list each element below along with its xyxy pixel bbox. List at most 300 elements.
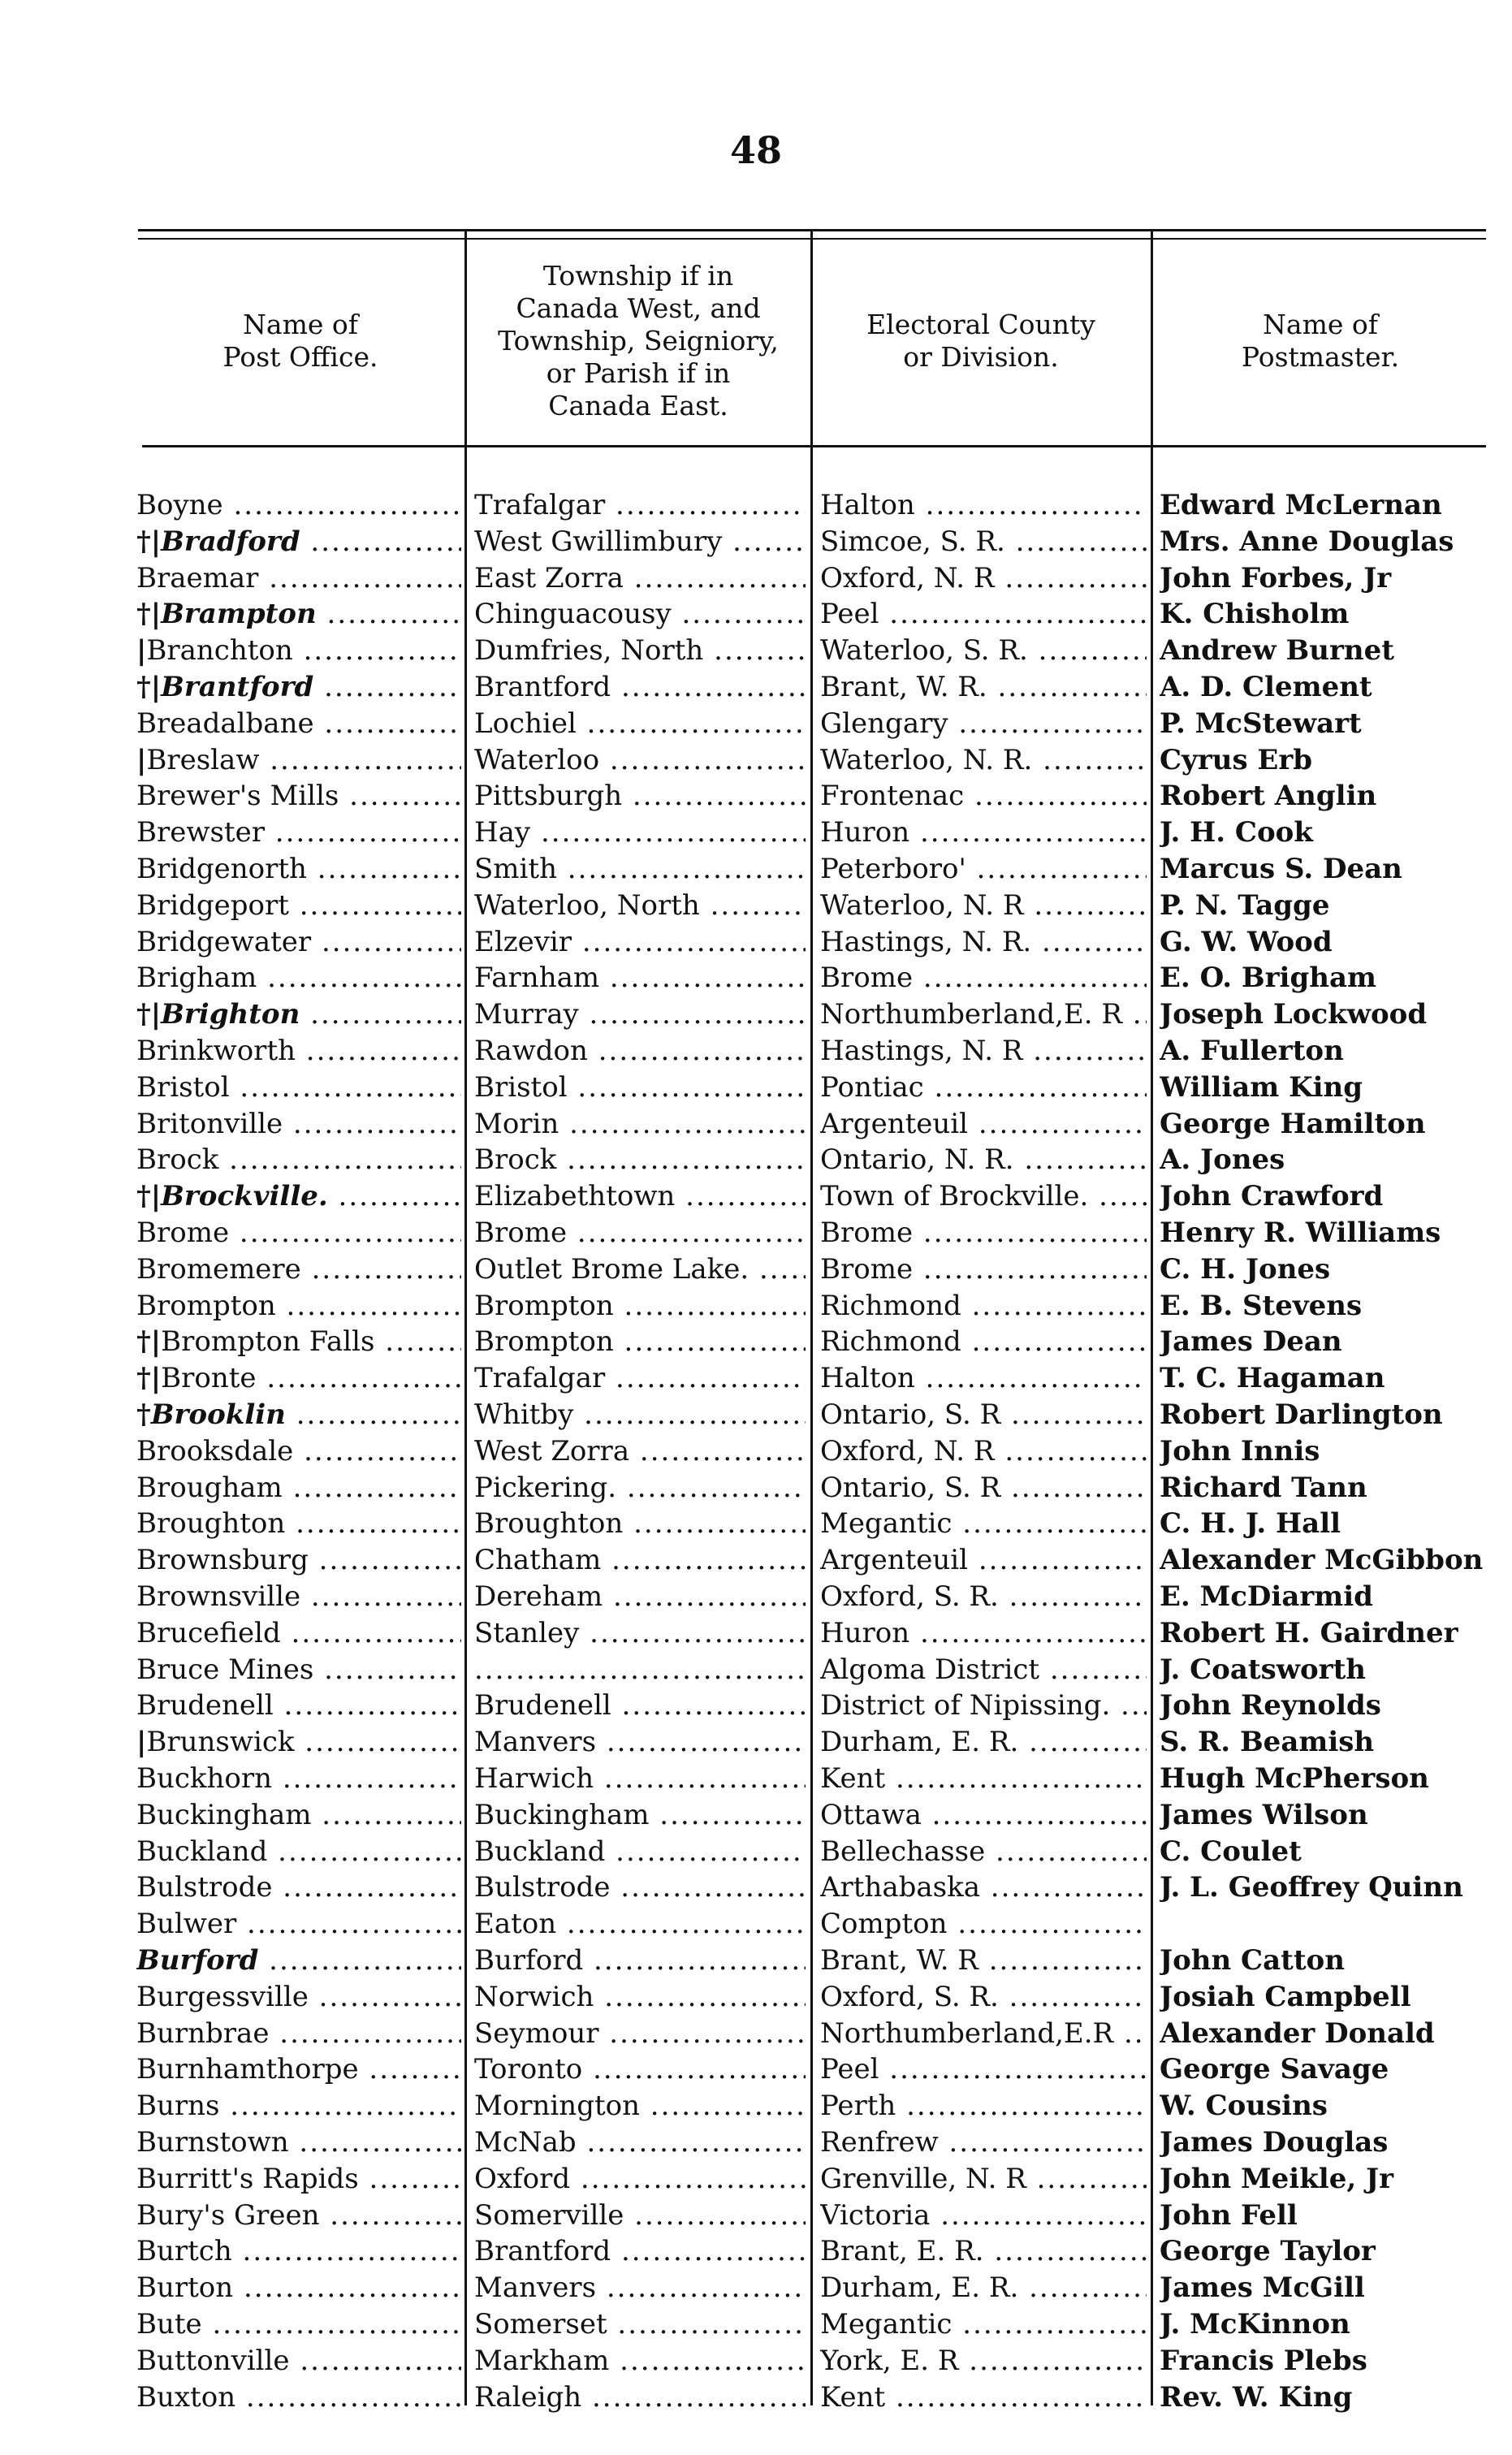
post-office-name: Bridgeport — [136, 888, 289, 922]
township-cell: Manvers ..... — [474, 1724, 806, 1760]
post-office-cell — [136, 1797, 461, 1833]
postmaster-cell: C. Coulet — [1160, 1835, 1302, 1868]
post-office-cell — [136, 1033, 461, 1069]
postmaster-cell: Josiah Campbell — [1160, 1980, 1411, 2013]
township-cell: Oxford ..... — [474, 2161, 806, 2197]
township-cell: Brock ..... — [474, 1142, 806, 1178]
county-cell: Brome ..... — [820, 960, 1147, 996]
post-office-cell — [136, 1869, 461, 1905]
table-row — [0, 1869, 1512, 1905]
postmaster-cell: S. R. Beamish — [1160, 1726, 1375, 1759]
postmaster-cell: John Catton — [1160, 1944, 1345, 1977]
township-cell: Toronto ..... — [474, 2051, 806, 2087]
county-cell: Richmond ..... — [820, 1288, 1147, 1324]
table-row — [0, 1470, 1512, 1506]
post-office-name: Burgessville — [136, 1980, 309, 2013]
post-office-cell — [136, 706, 461, 741]
post-office-cell — [136, 1142, 461, 1178]
header-township: Township if in Canada West, and Township, Seigniory, or Parish if in Canada East. — [498, 260, 779, 421]
post-office-name: Bute — [136, 2308, 202, 2340]
post-office-cell — [136, 2198, 461, 2233]
township-cell: Somerset ..... — [474, 2306, 806, 2342]
county-cell: Oxford, S. R. ..... — [820, 1579, 1147, 1614]
table-row — [0, 1943, 1512, 1978]
post-office-cell — [136, 1106, 461, 1142]
post-office-name: Brucefield — [136, 1616, 281, 1649]
township-cell: Waterloo, North ..... — [474, 888, 806, 923]
township-cell: Outlet Brome Lake. ..... — [474, 1251, 806, 1287]
money-order-mark: | — [136, 743, 147, 776]
table-row — [0, 1178, 1512, 1214]
post-office-cell — [136, 2270, 461, 2306]
post-office-name: Brougham — [136, 1471, 283, 1504]
township-cell: Dumfries, North ..... — [474, 633, 806, 668]
county-cell: Waterloo, N. R. ..... — [820, 742, 1147, 778]
table-row — [0, 1070, 1512, 1105]
county-cell: Waterloo, N. R ..... — [820, 888, 1147, 923]
post-office-cell — [136, 2343, 461, 2379]
county-cell: Bellechasse ..... — [820, 1834, 1147, 1869]
township-cell: Brantford ..... — [474, 669, 806, 705]
post-office-name: Bulstrode — [136, 1871, 273, 1904]
township-cell: Harwich ..... — [474, 1761, 806, 1796]
township-cell: Dereham ..... — [474, 1579, 806, 1614]
county-cell: Kent ..... — [820, 1761, 1147, 1796]
township-cell: West Gwillimbury ..... — [474, 524, 806, 560]
post-office-cell — [136, 2306, 461, 2342]
township-cell: Brompton ..... — [474, 1288, 806, 1324]
post-office-name: Brome — [136, 1217, 230, 1249]
post-office-cell — [136, 633, 461, 668]
township-cell: Burford ..... — [474, 1943, 806, 1978]
table-row — [0, 2124, 1512, 2160]
postmaster-cell: John Meikle, Jr — [1160, 2162, 1394, 2195]
county-cell: Arthabaska ..... — [820, 1869, 1147, 1905]
table-row — [0, 633, 1512, 668]
money-order-mark: †| — [136, 1325, 162, 1359]
county-cell: Grenville, N. R ..... — [820, 2161, 1147, 2197]
table-row — [0, 1106, 1512, 1142]
county-cell: Waterloo, S. R. ..... — [820, 633, 1147, 668]
postmaster-cell: James Wilson — [1160, 1798, 1368, 1831]
county-cell: Hastings, N. R. ..... — [820, 924, 1147, 960]
post-office-name: Braemar — [136, 561, 259, 594]
postmaster-cell: A. D. Clement — [1160, 671, 1372, 703]
county-cell: Ontario, N. R. ..... — [820, 1142, 1147, 1178]
table-row — [0, 742, 1512, 778]
township-cell: Smith ..... — [474, 851, 806, 887]
township-cell: Morin ..... — [474, 1106, 806, 1142]
table-row — [0, 888, 1512, 923]
county-cell: Oxford, S. R. ..... — [820, 1979, 1147, 2015]
post-office-name: Brewster — [136, 816, 265, 849]
post-office-name: Burritt's Rapids — [136, 2162, 359, 2195]
post-office-cell — [136, 1542, 461, 1578]
post-office-name: Buttonville — [136, 2344, 290, 2377]
post-office-cell — [136, 1724, 461, 1760]
postmaster-cell: Robert Darlington — [1160, 1398, 1443, 1431]
table-row — [0, 2016, 1512, 2051]
post-office-name: Brudenell — [136, 1689, 274, 1722]
post-office-cell — [136, 1615, 461, 1651]
post-office-name: Burnbrae — [136, 2016, 270, 2050]
county-cell: Hastings, N. R ..... — [820, 1033, 1147, 1069]
table-row — [0, 1797, 1512, 1833]
postmaster-cell: J. McKinnon — [1160, 2308, 1350, 2340]
table-row — [0, 1433, 1512, 1469]
township-cell: Broughton ..... — [474, 1506, 806, 1541]
table-row — [0, 1652, 1512, 1688]
post-office-cell — [136, 2161, 461, 2197]
county-cell: District of Nipissing. ..... — [820, 1688, 1147, 1723]
county-cell: Northumberland,E. R ..... — [820, 996, 1147, 1032]
table-row — [0, 1142, 1512, 1178]
post-office-name: Bridgenorth — [136, 853, 307, 885]
post-office-name: Brampton — [161, 598, 317, 631]
post-office-cell — [136, 1943, 461, 1978]
post-office-name: Burnhamthorpe — [136, 2053, 359, 2086]
post-office-cell — [136, 996, 461, 1032]
post-office-name: Brock — [136, 1143, 219, 1177]
county-cell: Ottawa ..... — [820, 1797, 1147, 1833]
post-office-cell — [136, 1288, 461, 1324]
post-office-cell — [136, 888, 461, 923]
table-row — [0, 560, 1512, 596]
post-office-name: Buxton — [136, 2380, 236, 2414]
township-cell: Eaton ..... — [474, 1906, 806, 1942]
postmaster-cell: John Innis — [1160, 1434, 1320, 1467]
county-cell: Glengary ..... — [820, 706, 1147, 741]
post-office-cell — [136, 596, 461, 632]
table-row — [0, 1688, 1512, 1723]
table-row — [0, 2233, 1512, 2269]
table-row — [0, 1506, 1512, 1541]
post-office-name: Brewer's Mills — [136, 780, 339, 813]
postmaster-cell: George Hamilton — [1160, 1107, 1426, 1140]
table-row — [0, 1033, 1512, 1069]
county-cell: Compton ..... — [820, 1906, 1147, 1942]
county-cell: Richmond ..... — [820, 1324, 1147, 1359]
table-row — [0, 1542, 1512, 1578]
page-number: 48 — [729, 128, 782, 172]
township-cell: Markham ..... — [474, 2343, 806, 2379]
post-office-name: Bronte — [161, 1362, 257, 1395]
township-cell: Norwich ..... — [474, 1979, 806, 2015]
post-office-name: Burton — [136, 2271, 234, 2305]
county-cell: Algoma District ..... — [820, 1652, 1147, 1688]
money-order-mark: †| — [136, 525, 162, 558]
county-cell: Halton ..... — [820, 1360, 1147, 1396]
post-office-cell — [136, 2088, 461, 2124]
postmaster-cell: Henry R. Williams — [1160, 1217, 1441, 1249]
township-cell: Lochiel ..... — [474, 706, 806, 741]
post-office-name: Bristol — [136, 1070, 230, 1104]
money-order-mark: † — [136, 1398, 151, 1431]
township-cell: Pittsburgh ..... — [474, 778, 806, 814]
post-office-name: Bruce Mines — [136, 1653, 314, 1686]
county-cell: Peel ..... — [820, 596, 1147, 632]
county-cell: Durham, E. R. ..... — [820, 1724, 1147, 1760]
postmaster-cell: John Crawford — [1160, 1180, 1384, 1213]
table-row — [0, 2088, 1512, 2124]
table-row — [0, 1288, 1512, 1324]
post-office-name: Brunswick — [146, 1726, 295, 1759]
table-row — [0, 2306, 1512, 2342]
post-office-cell — [136, 2016, 461, 2051]
county-cell: Simcoe, S. R. ..... — [820, 524, 1147, 560]
county-cell: Frontenac ..... — [820, 778, 1147, 814]
postmaster-cell: G. W. Wood — [1160, 925, 1333, 958]
post-office-name: Burtch — [136, 2235, 232, 2268]
table-row — [0, 1579, 1512, 1614]
township-cell: Somerville ..... — [474, 2198, 806, 2233]
table-row — [0, 1979, 1512, 2015]
postmaster-cell: Francis Plebs — [1160, 2344, 1367, 2377]
post-office-cell — [136, 1360, 461, 1396]
header-postmaster: Name of Postmaster. — [1241, 309, 1400, 373]
township-cell: Raleigh ..... — [474, 2379, 806, 2415]
township-cell: Brome ..... — [474, 1215, 806, 1251]
postmaster-cell: Robert H. Gairdner — [1160, 1616, 1458, 1649]
table-row — [0, 1251, 1512, 1287]
table-row — [0, 2051, 1512, 2087]
table-row — [0, 2198, 1512, 2233]
post-office-name: Brinkworth — [136, 1035, 296, 1067]
post-office-cell — [136, 1470, 461, 1506]
post-office-name: Buckhorn — [136, 1762, 273, 1795]
county-cell: Ontario, S. R ..... — [820, 1397, 1147, 1433]
post-office-name: Bromemere — [136, 1252, 301, 1286]
post-office-name: Brompton Falls — [161, 1325, 375, 1359]
county-cell: Northumberland,E.R ..... — [820, 2016, 1147, 2051]
postmaster-cell: E. O. Brigham — [1160, 962, 1376, 995]
table-row — [0, 1360, 1512, 1396]
county-cell: Ontario, S. R ..... — [820, 1470, 1147, 1506]
post-office-cell — [136, 2051, 461, 2087]
post-office-name: Bury's Green — [136, 2198, 320, 2232]
township-cell: Chinguacousy ..... — [474, 596, 806, 632]
county-cell: Brome ..... — [820, 1215, 1147, 1251]
township-cell: West Zorra ..... — [474, 1433, 806, 1469]
county-cell: Perth ..... — [820, 2088, 1147, 2124]
money-order-mark: †| — [136, 998, 162, 1031]
table-row — [0, 1215, 1512, 1251]
post-office-name: Britonville — [136, 1107, 283, 1140]
township-cell: Hay ..... — [474, 815, 806, 850]
township-cell — [474, 1652, 806, 1688]
township-cell: East Zorra ..... — [474, 560, 806, 596]
post-office-name: Brighton — [161, 998, 300, 1031]
township-cell: Rawdon ..... — [474, 1033, 806, 1069]
postmaster-cell: Richard Tann — [1160, 1471, 1367, 1504]
township-cell: Pickering. ..... — [474, 1470, 806, 1506]
post-office-cell — [136, 560, 461, 596]
township-cell: Trafalgar ..... — [474, 1360, 806, 1396]
table-row — [0, 851, 1512, 887]
post-office-name: Brockville. — [161, 1180, 328, 1213]
post-office-cell — [136, 1761, 461, 1796]
postmaster-cell: E. McDiarmid — [1160, 1580, 1373, 1613]
postmaster-cell: Mrs. Anne Douglas — [1160, 525, 1454, 558]
post-office-cell — [136, 815, 461, 850]
post-office-cell — [136, 1251, 461, 1287]
county-cell: Kent ..... — [820, 2379, 1147, 2415]
post-office-cell — [136, 742, 461, 778]
postmaster-cell: Edward McLernan — [1160, 489, 1442, 521]
post-office-cell — [136, 524, 461, 560]
county-cell: Victoria ..... — [820, 2198, 1147, 2233]
table-row — [0, 2379, 1512, 2415]
table-row — [0, 1397, 1512, 1433]
post-office-cell — [136, 1652, 461, 1688]
post-office-name: Buckingham — [136, 1798, 312, 1831]
postmaster-cell: A. Jones — [1160, 1143, 1285, 1177]
table-row — [0, 778, 1512, 814]
post-office-cell — [136, 487, 461, 523]
table-row — [0, 706, 1512, 741]
postmaster-cell: P. N. Tagge — [1160, 888, 1330, 922]
township-cell: Elzevir ..... — [474, 924, 806, 960]
money-order-mark: †| — [136, 1180, 162, 1213]
table-row — [0, 924, 1512, 960]
postmaster-cell: Cyrus Erb — [1160, 743, 1313, 776]
postmaster-cell: C. H. J. Hall — [1160, 1507, 1341, 1541]
post-office-cell — [136, 1397, 461, 1433]
money-order-mark: | — [136, 1726, 147, 1759]
postmaster-cell: James Douglas — [1160, 2126, 1389, 2159]
header-rule — [142, 445, 1486, 447]
post-office-name: Brownsville — [136, 1580, 301, 1613]
county-cell: Megantic ..... — [820, 1506, 1147, 1541]
township-cell: Buckland ..... — [474, 1834, 806, 1869]
post-office-name: Boyne — [136, 489, 223, 521]
township-cell: Chatham ..... — [474, 1542, 806, 1578]
post-office-cell — [136, 960, 461, 996]
township-cell: Bulstrode ..... — [474, 1869, 806, 1905]
post-office-name: Bradford — [161, 525, 300, 558]
postmaster-cell: Andrew Burnet — [1160, 634, 1394, 668]
table-row — [0, 1834, 1512, 1869]
county-cell: Huron ..... — [820, 1615, 1147, 1651]
table-row — [0, 1324, 1512, 1359]
post-office-cell — [136, 1979, 461, 2015]
county-cell: Town of Brockville. ..... — [820, 1178, 1147, 1214]
table-row — [0, 1761, 1512, 1796]
postmaster-cell: Joseph Lockwood — [1160, 998, 1428, 1031]
post-office-name: Bulwer — [136, 1908, 237, 1941]
county-cell: Brome ..... — [820, 1251, 1147, 1287]
postmaster-cell: Rev. W. King — [1160, 2380, 1353, 2414]
township-cell: Farnham ..... — [474, 960, 806, 996]
table-row — [0, 1615, 1512, 1651]
postmaster-cell: George Taylor — [1160, 2235, 1376, 2268]
postmaster-cell: George Savage — [1160, 2053, 1389, 2086]
post-office-cell — [136, 1906, 461, 1942]
table-row — [0, 596, 1512, 632]
post-office-name: Buckland — [136, 1835, 268, 1868]
post-office-cell — [136, 1834, 461, 1869]
post-office-name: Broughton — [136, 1507, 286, 1541]
post-office-cell — [136, 1070, 461, 1105]
township-cell: Brudenell ..... — [474, 1688, 806, 1723]
county-cell: Brant, W. R ..... — [820, 1943, 1147, 1978]
post-office-cell — [136, 1579, 461, 1614]
postmaster-cell: J. Coatsworth — [1160, 1653, 1367, 1686]
postmaster-cell: C. H. Jones — [1160, 1252, 1331, 1286]
post-office-name: Bridgewater — [136, 925, 312, 958]
postmaster-cell: Alexander Donald — [1160, 2016, 1435, 2050]
postmaster-cell: Marcus S. Dean — [1160, 853, 1402, 885]
post-office-name: Burford — [136, 1944, 259, 1977]
post-office-name: Brompton — [136, 1289, 276, 1322]
county-cell: Peterboro' ..... — [820, 851, 1147, 887]
header-county: Electoral County or Division. — [866, 309, 1095, 373]
county-cell: Pontiac ..... — [820, 1070, 1147, 1105]
post-office-name: Burns — [136, 2090, 220, 2123]
table-row — [0, 2161, 1512, 2197]
township-cell: Murray ..... — [474, 996, 806, 1032]
post-office-name: Brownsburg — [136, 1544, 309, 1577]
county-cell: York, E. R ..... — [820, 2343, 1147, 2379]
county-cell: Halton ..... — [820, 487, 1147, 523]
post-office-cell — [136, 924, 461, 960]
table-row — [0, 669, 1512, 705]
post-office-cell — [136, 778, 461, 814]
county-cell: Argenteuil ..... — [820, 1542, 1147, 1578]
county-cell: Brant, W. R. ..... — [820, 669, 1147, 705]
county-cell: Renfrew ..... — [820, 2124, 1147, 2160]
table-row — [0, 524, 1512, 560]
township-cell: Brompton ..... — [474, 1324, 806, 1359]
post-office-cell — [136, 1506, 461, 1541]
township-cell: Elizabethtown ..... — [474, 1178, 806, 1214]
postmaster-cell: J. L. Geoffrey Quinn — [1160, 1871, 1463, 1904]
table-row — [0, 996, 1512, 1032]
county-cell: Argenteuil ..... — [820, 1106, 1147, 1142]
county-cell: Oxford, N. R ..... — [820, 560, 1147, 596]
township-cell: McNab ..... — [474, 2124, 806, 2160]
postmaster-cell: James McGill — [1160, 2271, 1365, 2305]
postmaster-cell: James Dean — [1160, 1325, 1342, 1359]
table-row — [0, 2270, 1512, 2306]
post-office-cell — [136, 851, 461, 887]
county-cell: Brant, E. R. ..... — [820, 2233, 1147, 2269]
postmaster-cell: J. H. Cook — [1160, 816, 1313, 849]
post-office-name: Brigham — [136, 962, 257, 995]
table-row — [0, 960, 1512, 996]
table-row — [0, 815, 1512, 850]
table-row — [0, 1906, 1512, 1942]
postmaster-cell: T. C. Hagaman — [1160, 1362, 1385, 1395]
postmaster-cell: Hugh McPherson — [1160, 1762, 1429, 1795]
post-office-name: Brantford — [161, 671, 314, 703]
postmaster-cell: Robert Anglin — [1160, 780, 1377, 813]
county-cell: Peel ..... — [820, 2051, 1147, 2087]
money-order-mark: †| — [136, 671, 162, 703]
post-office-cell — [136, 1433, 461, 1469]
township-cell: Waterloo ..... — [474, 742, 806, 778]
post-office-cell — [136, 1688, 461, 1723]
header-post-office: Name of Post Office. — [222, 309, 378, 373]
county-cell: Huron ..... — [820, 815, 1147, 850]
postmaster-cell: A. Fullerton — [1160, 1035, 1344, 1067]
township-cell: Stanley ..... — [474, 1615, 806, 1651]
post-office-cell — [136, 1178, 461, 1214]
money-order-mark: †| — [136, 1362, 162, 1395]
postmaster-cell: John Fell — [1160, 2198, 1298, 2232]
post-office-cell — [136, 1215, 461, 1251]
post-office-cell — [136, 669, 461, 705]
